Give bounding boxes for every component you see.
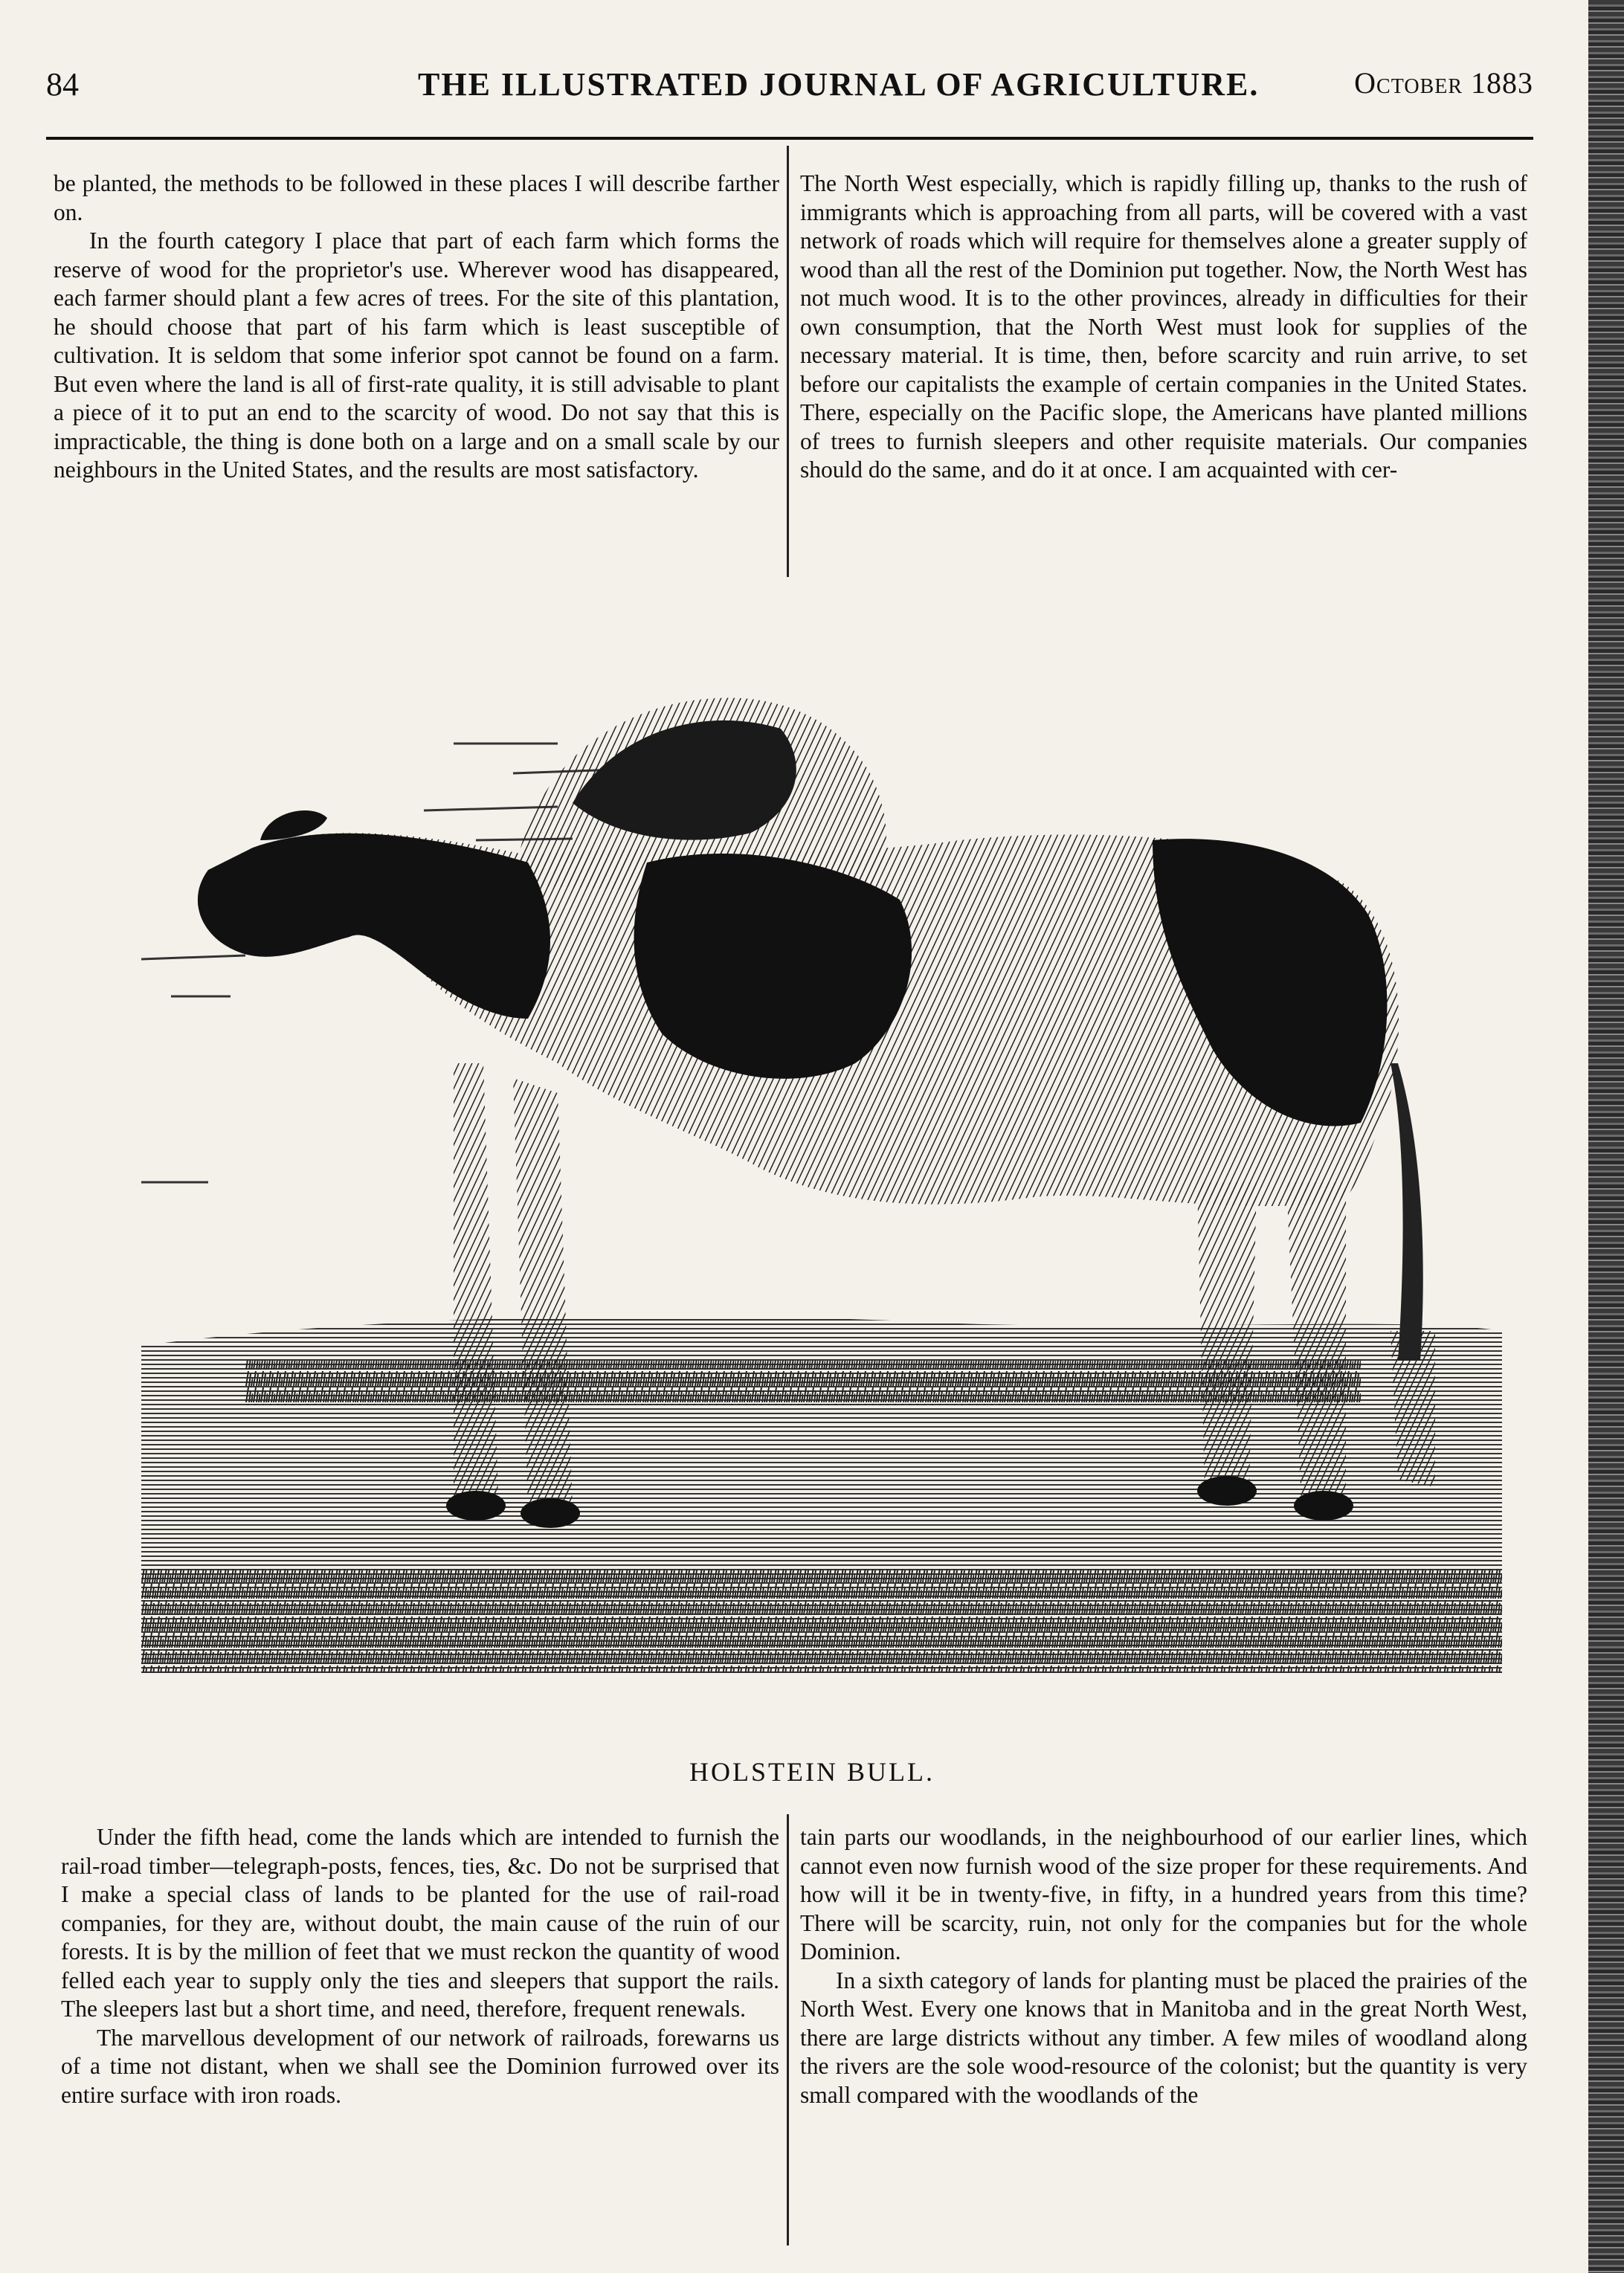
page-number: 84	[46, 66, 79, 103]
page-header	[46, 65, 1533, 117]
page-edge-binding	[1588, 0, 1624, 2273]
paragraph: Under the fifth head, come the lands which are intended to furnish the rail-road timber—telegraph-posts, fences, ties, &c. Do not be surprised that I make a special class of lands to be planted for the use of rail-road companies, for they are, without doubt, the main cause of the ruin of our forests. It is by the million of feet that we must reckon the quantity of wood felled each year to supply only the ties and sleepers that support the rails. The sleepers last but a short time, and need, therefore, frequent renewals.	[61, 1824, 779, 2022]
header-rule	[46, 137, 1533, 140]
top-right-column	[800, 170, 1527, 485]
issue-date: October 1883	[1354, 66, 1533, 100]
holstein-bull-engraving	[141, 617, 1502, 1718]
paragraph: be planted, the methods to be followed in these places I will describe farther on.	[54, 170, 779, 225]
bottom-right-column	[800, 1823, 1527, 2109]
paragraph: tain parts our woodlands, in the neighbourhood of our earlier lines, which cannot even now furnish wood of the size proper for these requirements. And how will it be in twenty-five, in fifty, in a hundred years from this time? There will be scarcity, ruin, not only for the companies but for the whole Dominion.	[800, 1824, 1527, 1964]
paragraph: In the fourth category I place that part of each farm which forms the reserve of wood for the proprietor's use. Wherever wood has disappeared, each farmer should plant a few acres of trees. For the site of this plantation, he should choose that part of his farm which is least susceptible of cultivation. It is seldom that some inferior spot cannot be found on a farm. But even where the land is all of first-rate quality, it is still advisable to plant a piece of it to put an end to the scarcity of wood. Do not say that this is impracticable, the thing is done both on a large and on a small scale by our neighbours in the United States, and the results are most satisfactory.	[54, 228, 779, 483]
column-rule-bottom	[787, 1814, 789, 2245]
paragraph: In a sixth category of lands for planting must be placed the prairies of the North West. Every one knows that in Manitoba and in the great North West, there are large districts without any timber. A few miles of woodland along the rivers are the sole wood-resource of the colonist; but the quantity is very small compared with the woodlands of the	[800, 1967, 1527, 2108]
figure-caption: HOLSTEIN BULL.	[689, 1757, 935, 1787]
paragraph: The marvellous development of our network of railroads, forewarns us of a time not distant, when we shall see the Dominion furrowed over its entire surface with iron roads.	[61, 2024, 779, 2108]
bottom-left-column	[61, 1823, 779, 2109]
column-rule-top	[787, 146, 789, 577]
paragraph: The North West especially, which is rapidly filling up, thanks to the rush of immigrants which is approaching from all parts, will be covered with a vast network of roads which will require for themselves alone a greater supply of wood than all the rest of the Dominion put together. Now, the North West has not much wood. It is to the other provinces, already in difficulties for their own consumption, that the North West must look for supplies of the necessary material. It is time, then, before scarcity and ruin arrive, to set before our capitalists the example of certain companies in the United States. There, especially on the Pacific slope, the Americans have planted millions of trees to furnish sleepers and other requisite materials. Our companies should do the same, and do it at once. I am acquainted with cer-	[800, 170, 1527, 483]
running-title: THE ILLUSTRATED JOURNAL OF AGRICULTURE.	[418, 66, 1260, 103]
top-left-column	[54, 170, 779, 485]
